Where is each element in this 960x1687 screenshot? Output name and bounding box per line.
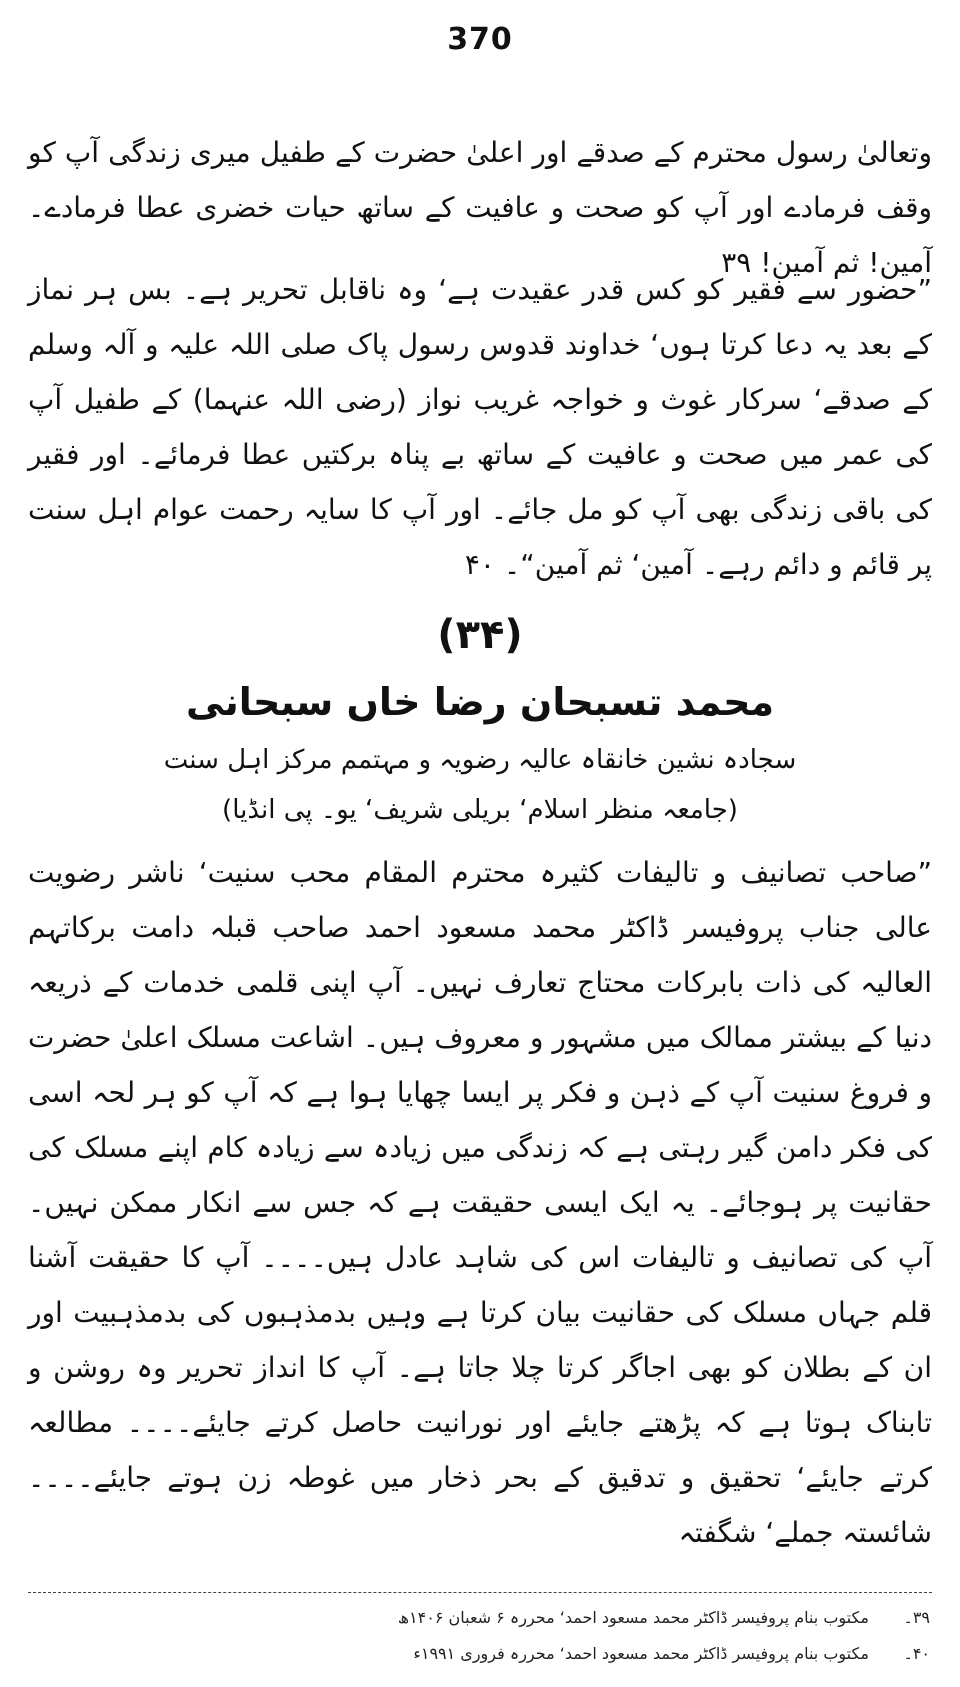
footnote-number: ۴۰۔	[903, 1644, 930, 1663]
footnote-divider	[28, 1592, 932, 1593]
section-author-name: محمد تسبحان رضا خاں سبحانی	[186, 680, 774, 724]
footnote-number: ۳۹۔	[903, 1608, 930, 1627]
section-author-role: سجادہ نشین خانقاہ عالیہ رضویہ و مہتمم مرکز اہل سنت	[163, 745, 797, 775]
paragraph-prayer-ending: وتعالیٰ رسول محترم کے صدقے اور اعلیٰ حضرت کے طفیل میری زندگی آپ کو وقف فرمادے اور آپ کو صحت و عافیت کے ساتھ حیات خضری عطا فرمادے۔ آمین! ثم آمین! ۳۹	[28, 136, 932, 279]
page-number: 370	[447, 22, 513, 57]
section-number: (۳۴)	[437, 612, 523, 658]
footnote-text: مکتوب بنام پروفیسر ڈاکٹر محمد مسعود احمد‘ محررہ ۶ شعبان ۱۴۰۶ھ	[397, 1608, 869, 1627]
paragraph-tribute: ”صاحب تصانیف و تالیفات کثیرہ محترم المقام محب سنیت‘ ناشر رضویت عالی جناب پروفیسر ڈاکٹر محمد مسعود احمد صاحب قبلہ دامت برکاتہم العالیہ کی ذات بابرکات محتاج تعارف نہیں۔ آپ اپنی قلمی خدمات کے ذریعہ دنیا کے بیشتر ممالک میں مشہور و معروف ہیں۔ اشاعت مسلک اعلیٰ حضرت و فروغ سنیت آپ کے ذہن و فکر پر ایسا چھایا ہوا ہے کہ آپ کو ہر لحہ اسی کی فکر دامن گیر رہتی ہے کہ زندگی میں زیادہ سے زیادہ کام اپنے مسلک کی حقانیت پر ہوجائے۔ یہ ایک ایسی حقیقت ہے کہ جس سے انکار ممکن نہیں۔ آپ کی تصانیف و تالیفات اس کی شاہد عادل ہیں۔۔۔۔ آپ کا حقیقت آشنا قلم جہاں مسلک کی حقانیت بیان کرتا ہے وہیں بدمذہبوں کی بدمذہبیت اور ان کے بطلان کو بھی اجاگر کرتا چلا جاتا ہے۔ آپ کا انداز تحریر وہ روشن و تابناک ہوتا ہے کہ پڑھتے جایئے اور نورانیت حاصل کرتے جایئے۔۔۔۔ مطالعہ کرتے جایئے‘ تحقیق و تدقیق کے بحر ذخار میں غوطہ زن ہوتے جایئے۔۔۔۔ شائستہ جملے‘ شگفتہ	[28, 856, 933, 1549]
footnote-text: مکتوب بنام پروفیسر ڈاکٹر محمد مسعود احمد‘ محررہ فروری ۱۹۹۱ء	[413, 1644, 869, 1663]
paragraph-devotion-quote: ”حضور سے فقیر کو کس قدر عقیدت ہے‘ وہ ناقابل تحریر ہے۔ بس ہر نماز کے بعد یہ دعا کرتا ہوں‘ خداوند قدوس رسول پاک صلی اللہ علیہ و آلہ وسلم کے صدقے‘ سرکار غوث و خواجہ غریب نواز (رضی اللہ عنہما) کے طفیل آپ کی عمر میں صحت و عافیت کے ساتھ بے پناہ برکتیں عطا فرمائے۔ اور فقیر کی باقی زندگی بھی آپ کو مل جائے۔ اور آپ کا سایہ رحمت عوام اہل سنت پر قائم و دائم رہے۔ آمین‘ ثم آمین“۔ ۴۰	[28, 273, 932, 581]
footnote	[26, 1642, 930, 1666]
footnote	[26, 1606, 930, 1630]
section-author-place: (جامعہ منظر اسلام‘ بریلی شریف‘ یو۔ پی انڈیا)	[222, 795, 738, 825]
